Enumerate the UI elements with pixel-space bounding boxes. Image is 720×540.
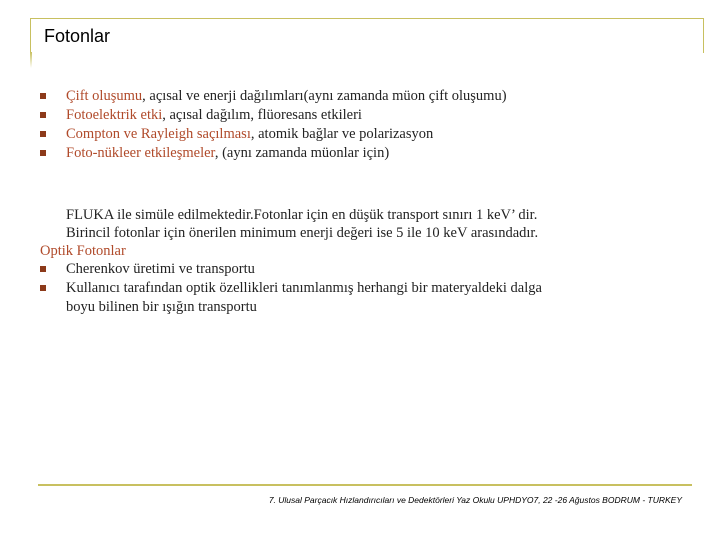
footer-divider — [38, 484, 692, 486]
bullet-item — [40, 144, 710, 163]
optik-heading: Optik Fotonlar — [40, 243, 126, 259]
bullet-continuation: boyu bilinen bir ışığın transportu — [66, 299, 257, 315]
bullet-square-icon — [40, 112, 46, 118]
paragraph-line: FLUKA ile simüle edilmektedir.Fotonlar için en düşük transport sınırı 1 keV’ dir. — [66, 207, 538, 223]
bullet-item — [40, 106, 710, 125]
bullet-text: , açısal ve enerji dağılımları(aynı zamanda müon çift oluşumu) — [142, 88, 507, 104]
bullet-highlight: Fotoelektrik etki — [66, 107, 163, 123]
bullet-highlight: Foto-nükleer etkileşmeler — [66, 145, 215, 161]
bullet-highlight: Compton ve Rayleigh saçılması — [66, 126, 251, 142]
footer-text: 7. Ulusal Parçacık Hızlandırıcıları ve Dedektörleri Yaz Okulu UPHDYO7, 22 -26 Ağustos BODRUM - TURKEY — [268, 495, 682, 505]
bullet-item — [40, 260, 710, 279]
bullet-text: , açısal dağılım, flüoresans etkileri — [162, 107, 362, 123]
slide-title: Fotonlar — [44, 26, 111, 46]
bullet-square-icon — [40, 131, 46, 137]
bullet-highlight: Çift oluşumu — [66, 88, 143, 104]
bullet-square-icon — [40, 266, 46, 272]
bullet-square-icon — [40, 285, 46, 291]
bullet-list — [40, 87, 710, 163]
bullet-item — [40, 87, 710, 106]
title-frame — [30, 18, 704, 53]
body-paragraph — [40, 206, 710, 316]
bullet-square-icon — [40, 93, 46, 99]
bullet-item — [40, 125, 710, 144]
paragraph-line: Birincil fotonlar için önerilen minimum enerji değeri ise 5 ile 10 keV arasındadır. — [66, 225, 539, 241]
bullet-text: Kullanıcı tarafından optik özellikleri tanımlanmış herhangi bir materyaldeki dalga — [66, 280, 542, 296]
bullet-text: , atomik bağlar ve polarizasyon — [250, 126, 434, 142]
bullet-item — [40, 279, 710, 298]
title-frame-fade — [30, 52, 32, 68]
bullet-square-icon — [40, 150, 46, 156]
bullet-text: , (aynı zamanda müonlar için) — [214, 145, 390, 161]
bullet-text: Cherenkov üretimi ve transportu — [66, 261, 255, 277]
